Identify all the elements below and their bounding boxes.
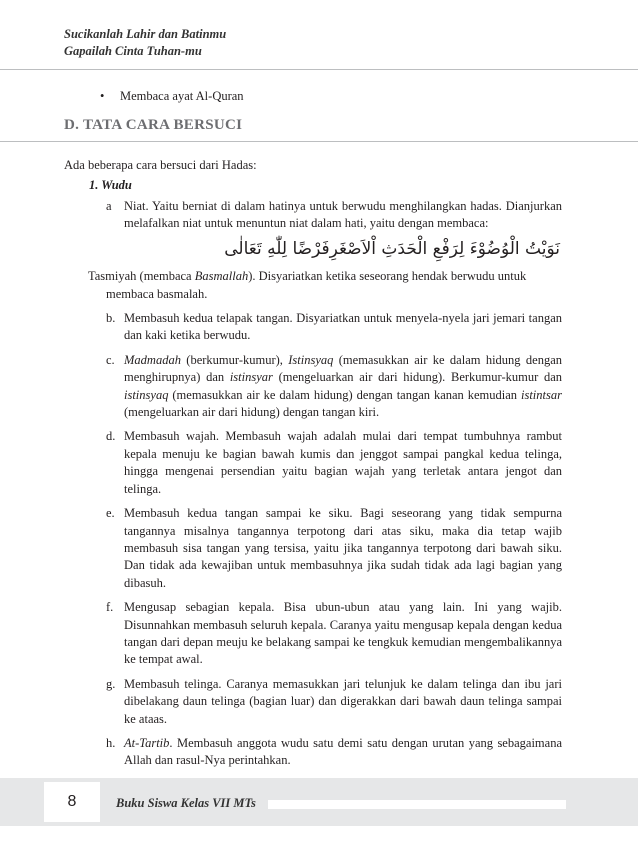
bullet-item [100,89,244,104]
step-c [106,352,562,422]
wudu-steps [88,198,562,777]
tasmiyah-text-2: ). Disyariatkan ketika seseorang hendak berwudu untuk [248,269,527,284]
subsection-heading: 1. Wudu [89,178,132,192]
step-b [106,310,562,345]
tasmiyah-text-3: membaca basmalah. [106,286,208,301]
tasmiyah-text-1: Tasmiyah (membaca [88,269,195,284]
niat-arabic-text: نَوَيْتُ الْوُضُوْءَ لِرَفْعِ الْحَدَثِ اْلاَصْغَرِفَرْضًا لِلّٰهِ تَعَالٰى [224,238,560,259]
step-d [106,428,562,498]
term-istintsar: istintsar [521,387,562,402]
step-text-part: (memasukkan air ke dalam hidung dengan menghirupnya) dan [124,352,562,385]
step-text: Niat. Yaitu berniat di dalam hatinya untuk berwudu menghilangkan hadas. Dianjurkan melafalkan niat untuk menuntun niat dalam hati, yaitu dengan membaca: [124,199,562,231]
step-letter: d. [106,429,116,444]
step-text: Membasuh kedua telapak tangan. Disyariatkan untuk menyela-nyela jari jemari tangan dan kaki ketika berwudu. [124,311,562,343]
term-istinsyar: istinsyar [229,370,273,385]
step-letter: c. [106,352,115,367]
step-letter: g. [106,676,116,691]
term-istinsyaq-2: istinsyaq [124,387,169,402]
step-text-part: . Membasuh anggota wudu satu demi satu dengan urutan yang sebagaimana Allah dan rasul-Nya perintahkan. [124,735,562,768]
page-number: 8 [44,782,100,822]
header-line-1: Sucikanlah Lahir dan Batinmu [64,27,227,41]
bullet-text: Membaca ayat Al-Quran [120,89,244,103]
step-text-part: (mengeluarkan air dari hidung) dengan tangan kiri. [124,405,380,420]
footer-bar [268,800,566,809]
running-header [64,26,226,60]
step-text: Membasuh wajah. Membasuh wajah adalah mulai dari tempat tumbuhnya rambut kepala menuju ke bagian bawah kumis dan jenggot sampai pangkal kedua telinga, hingga mengenai persendian yaitu bagian wajah yang terletak antara jengot dan telinga. [124,429,562,496]
step-letter: h. [106,735,116,750]
step-text [124,352,562,422]
step-f [106,599,562,669]
section-intro: Ada beberapa cara bersuci dari Hadas: [64,158,257,172]
header-line-2: Gapailah Cinta Tuhan-mu [64,44,202,58]
step-text: Membasuh telinga. Caranya memasukkan jari telunjuk ke dalam telinga dan ibu jari dibelakang daun telinga (bagian luar) dan digerakkan dari bawah daun telinga sampai ke ataas. [124,676,562,726]
step-text: Mengusap sebagian kepala. Bisa ubun-ubun atau yang lain. Ini yang wajib. Disunnahkan membasuh seluruh kepala. Caranya yaitu mengusap kepala dengan kedua tangan dari depan meuju ke belakang sampai ke tengkuk kemudian mengembalikannya ke tempat awal. [124,600,562,667]
step-letter: e. [106,506,115,521]
step-a [106,198,562,233]
tasmiyah-term: Basmallah [194,269,249,284]
step-g [106,676,562,728]
step-letter: f. [106,600,114,615]
step-letter: a [106,199,112,213]
header-divider [0,69,638,70]
step-text [124,735,562,770]
term-istinsyaq: Istinsyaq [288,352,334,367]
step-text-part: (memasukkan air ke dalam hidung) dengan tangan kanan kemudian [168,387,521,402]
step-e [106,505,562,592]
section-title: D. TATA CARA BERSUCI [64,117,243,133]
step-text-part: (mengeluarkan air dari hidung). Berkumur-kumur dan [272,370,562,385]
step-h [106,735,562,770]
tasmiyah-paragraph [88,268,562,303]
step-letter: b. [106,311,116,326]
term-at-tartib: At-Tartib [124,735,170,750]
section-divider [0,141,638,142]
term-madmadah: Madmadah [124,352,181,367]
step-text: Membasuh kedua tangan sampai ke siku. Bagi seseorang yang tidak sempurna tangannya misalnya tangannya terpotong dari atas siku, maka dia tetap wajib membasuh sisa tangan yang tersisa, yaitu jika tangannya terpotong dari bawah siku. Dan tidak ada kewajiban untuk membasuhnya jika sudah tidak ada lagi bagian yang dibasuh. [124,506,562,590]
bullet-marker: • [100,89,105,103]
footer-book-title: Buku Siswa Kelas VII MTs [116,796,256,810]
step-text-part: (berkumur-kumur), [180,352,289,367]
